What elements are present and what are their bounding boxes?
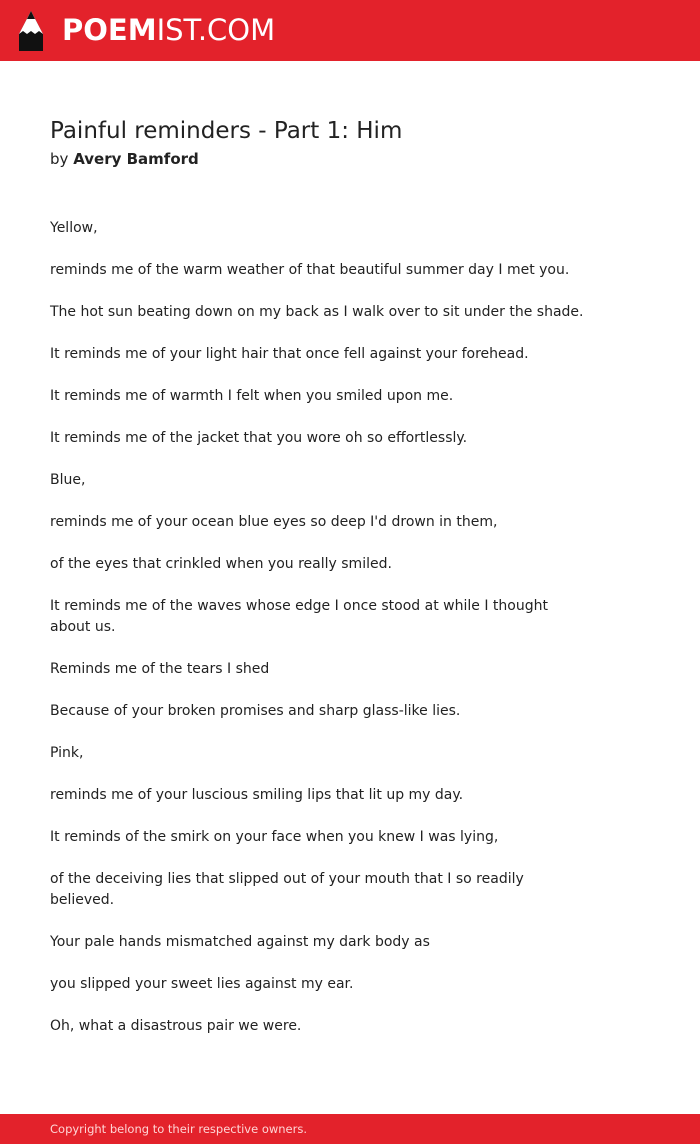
brand-light: IST.COM — [156, 13, 276, 47]
by-label: by — [50, 150, 69, 168]
poem-line: Pink, — [50, 745, 84, 761]
poem-line: of the deceiving lies that slipped out of your mouth that I so readily believed. — [50, 871, 524, 908]
poem-line: Your pale hands mismatched against my dark body as — [50, 934, 430, 950]
poem-line: Blue, — [50, 472, 86, 488]
site-header — [0, 0, 700, 61]
poem-line: It reminds me of the waves whose edge I once stood at while I thought about us. — [50, 598, 548, 635]
poem-line: of the eyes that crinkled when you really smiled. — [50, 556, 392, 572]
poem-line: It reminds of the smirk on your face when you knew I was lying, — [50, 829, 499, 845]
poem-line: Oh, what a disastrous pair we were. — [50, 1018, 302, 1034]
author-name: Avery Bamford — [73, 150, 199, 168]
poem-line: It reminds me of your light hair that once fell against your forehead. — [50, 346, 529, 362]
copyright-notice: Copyright belong to their respective owners. — [50, 1122, 308, 1136]
site-footer — [0, 1114, 700, 1144]
poem-line: reminds me of your ocean blue eyes so deep I'd drown in them, — [50, 514, 498, 530]
poem-line: reminds me of the warm weather of that beautiful summer day I met you. — [50, 262, 570, 278]
site-logo[interactable] — [62, 12, 275, 48]
poem-line: The hot sun beating down on my back as I walk over to sit under the shade. — [50, 304, 584, 320]
poem-line: you slipped your sweet lies against my ear. — [50, 976, 354, 992]
poem-body — [50, 218, 590, 1058]
poem-title: Painful reminders - Part 1: Him — [50, 118, 403, 144]
poem-line: It reminds me of warmth I felt when you smiled upon me. — [50, 388, 454, 404]
poem-line: Yellow, — [50, 220, 98, 236]
pencil-tip-icon[interactable] — [18, 10, 44, 52]
poem-line: It reminds me of the jacket that you wore oh so effortlessly. — [50, 430, 468, 446]
byline — [50, 148, 199, 170]
poem-line: Because of your broken promises and sharp glass-like lies. — [50, 703, 461, 719]
brand-bold: POEM — [62, 13, 157, 47]
poem-line: Reminds me of the tears I shed — [50, 661, 270, 677]
poem-line: reminds me of your luscious smiling lips that lit up my day. — [50, 787, 464, 803]
